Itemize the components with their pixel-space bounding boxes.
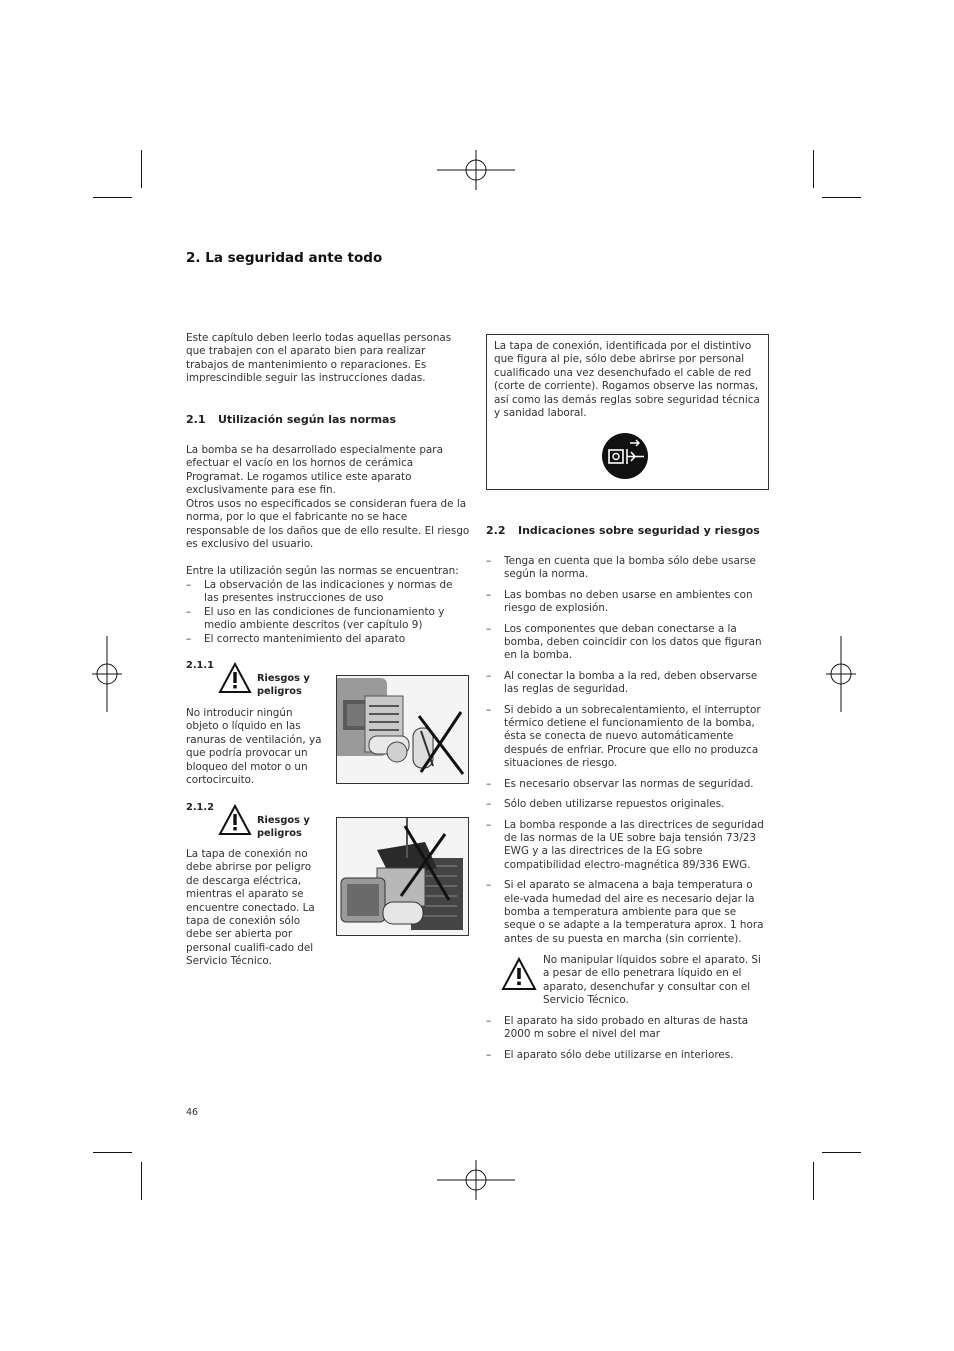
s21-list [186, 579, 470, 646]
list-item: – Al conectar la bomba a la red, deben observarse las reglas de seguridad. [486, 670, 768, 697]
warning-triangle-icon [218, 804, 252, 836]
section-2-1-1-number: 2.1.1 [186, 660, 214, 671]
warning-triangle-icon [501, 957, 537, 991]
warning-triangle-icon [218, 662, 252, 694]
list-item: – Las bombas no deben usarse en ambientes con riesgo de explosión. [486, 589, 768, 616]
page-number: 46 [186, 1107, 199, 1118]
risk-label: Riesgos y peligros [257, 673, 310, 697]
s21-paragraph-2: Otros usos no especificados se consideran fuera de la norma, por lo que el fabricante no se hace responsable de los daños que de ello resulte. El riesgo es exclusivo del usuario. [186, 498, 470, 551]
list-item: – Los componentes que deban conectarse a la bomba, deben coincidir con los datos que figuran en la bomba. [486, 623, 768, 663]
section-title: Utilización según las normas [218, 413, 397, 426]
s212-text: La tapa de conexión no debe abrirse por peligro de descarga eléctrica, mientras el aparato se encuentre conectado. La tapa de conexión sólo debe ser abierta por personal cualifi-cado del Servicio Técnico. [186, 848, 315, 968]
registration-mark-bottom [437, 1160, 517, 1202]
pump-ventilation-illustration [336, 675, 469, 784]
pump-ventilation-image [337, 676, 468, 783]
list-item: – El correcto mantenimiento del aparato [186, 633, 470, 646]
notice-text: La tapa de conexión, identificada por el distintivo que figura al pie, sólo debe abrirse por personal cualificado una vez desenchufado el cable de red (corte de corriente). Rogamos observe las normas, así como las demás reglas sobre seguridad técnica y sanidad laboral. [494, 340, 760, 420]
pump-connection-image [337, 818, 468, 935]
section-number: 2.1 [186, 413, 206, 426]
section-2-2-title [486, 524, 760, 537]
s211-text: No introducir ningún objeto o líquido en las ranuras de ventilación, ya que podría provocar un bloqueo del motor o un cortocircuito. [186, 707, 322, 787]
risk-label: Riesgos y peligros [257, 815, 310, 839]
registration-mark-right [826, 636, 858, 714]
registration-mark-left [92, 636, 124, 714]
list-item: – El aparato sólo debe utilizarse en interiores. [486, 1049, 768, 1062]
registration-mark-top [437, 150, 517, 192]
section-2-1-title [186, 413, 396, 426]
list-item: – El uso en las condiciones de funcionamiento y medio ambiente descritos (ver capítulo 9) [186, 606, 470, 633]
intro-paragraph: Este capítulo deben leerlo todas aquellas personas que trabajen con el aparato bien para realizar trabajos de mantenimiento o reparaciones. Es imprescindible seguir las instrucciones dadas. [186, 332, 452, 385]
list-item: – Es necesario observar las normas de seguridad. [486, 778, 768, 791]
list-item: – La bomba responde a las directrices de seguridad de las normas de la UE sobre baja tensión 73/23 EWG y a las directrices de la EG sobre compatibilidad electro-magnética 89/336 EWG. [486, 819, 768, 873]
list-item: – Sólo deben utilizarse repuestos originales. [486, 798, 768, 811]
list-item: – El aparato ha sido probado en alturas de hasta 2000 m sobre el nivel del mar [486, 1015, 768, 1042]
list-item: – Si el aparato se almacena a baja temperatura o ele-vada humedad del aire es necesario dejar la bomba a temperatura ambiente para que se seque o se adapte a la temperatura aprox. 1 hora antes de su puesta en marcha (sin corriente). [486, 879, 768, 946]
list-item: – La observación de las indicaciones y normas de las presentes instrucciones de uso [186, 579, 470, 606]
section-title: Indicaciones sobre seguridad y riesgos [518, 524, 760, 537]
connection-cover-symbol-icon [602, 433, 648, 479]
s21-paragraph-3: Entre la utilización según las normas se encuentran: [186, 565, 459, 577]
list-item: – Si debido a un sobrecalentamiento, el interruptor térmico detiene el funcionamiento de la bomba, ésta se conecta de nuevo automáticamente después de enfriar. Procure que ello no produzca situaciones de riesgo. [486, 704, 768, 771]
liquid-warning-text: No manipular líquidos sobre el aparato. Si a pesar de ello penetrara líquido en el aparato, desenchufar y consultar con el Servicio Técnico. [543, 954, 761, 1007]
chapter-heading: 2. La seguridad ante todo [186, 250, 383, 266]
section-number: 2.2 [486, 524, 506, 537]
section-2-1-2-number: 2.1.2 [186, 802, 214, 813]
s22-list-continued [486, 1015, 768, 1069]
s22-list [486, 555, 768, 953]
pump-connection-cover-illustration [336, 817, 469, 936]
s21-paragraph-1: La bomba se ha desarrollado especialmente para efectuar el vacío en los hornos de cerámica Programat. Le rogamos utilice este aparato exclusivamente para ese fin. [186, 444, 443, 497]
list-item: – Tenga en cuenta que la bomba sólo debe usarse según la norma. [486, 555, 768, 582]
